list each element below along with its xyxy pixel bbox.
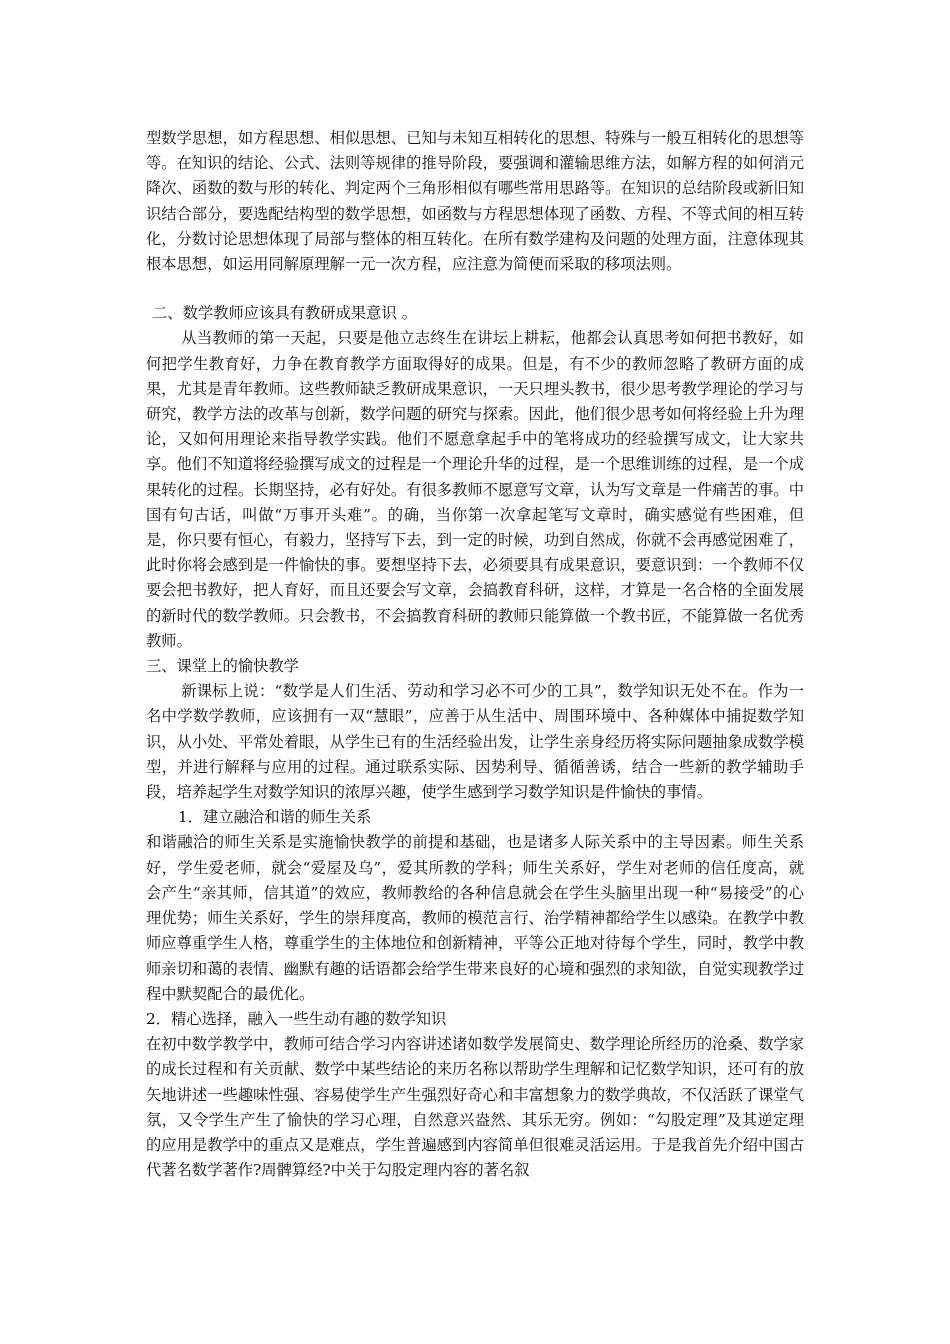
subsection-2-heading: 2．精心选择，融入一些生动有趣的数学知识 <box>146 1009 447 1028</box>
section-2-body: 从当教师的第一天起，只要是他立志终生在讲坛上耕耘，他都会认真思考如何把书教好，如何把学生教育好，力争在教育教学方面取得好的成果。但是，有不少的教师忽略了教研方面的成果，尤其是青年教师。这些教师缺乏教研成果意识，一天只埋头教书，很少思考教学理论的学习与研究，教学方法的改革与创新，数学问题的研究与探索。因此，他们很少思考如何将经验上升为理论，又如何用理论来指导教学实践。他们不愿意拿起手中的笔将成功的经验撰写成文，让大家共享。他们不知道将经验撰写成文的过程是一个理论升华的过程，是一个思维训练的过程，是一个成果转化的过程。长期坚持，必有好处。有很多教师不愿意写文章，认为写文章是一件痛苦的事。中国有句古话，叫做“万事开头难”。的确，当你第一次拿起笔写文章时，确实感觉有些困难，但是，你只要有恒心，有毅力，坚持写下去，到一定的时候，功到自然成，你就不会再感觉困难了，此时你将会感到是一件愉快的事。要想坚持下去，必须要具有成果意识，要意识到：一个教师不仅要会把书教好，把人育好，而且还要会写文章，会搞教育科研，这样，才算是一名合格的全面发展的新时代的数学教师。只会教书，不会搞教育科研的教师只能算做一个教书匠，不能算做一名优秀教师。 <box>146 329 804 650</box>
paragraph-intro: 型数学思想，如方程思想、相似思想、已知与未知互相转化的思想、特殊与一般互相转化的思想等等。在知识的结论、公式、法则等规律的推导阶段，要强调和灌输思维方法，如解方程的如何消元降次、函数的数与形的转化、判定两个三角形相似有哪些常用思路等。在知识的总结阶段或新旧知识结合部分，要选配结构型的数学思想，如函数与方程思想体现了函数、方程、不等式间的相互转化，分数讨论思想体现了局部与整体的相互转化。在所有数学建构及问题的处理方面，注意体现其根本思想，如运用同解原理解一元一次方程，应注意为简便而采取的移项法则。 <box>146 129 804 274</box>
subsection-1-body: 和谐融洽的师生关系是实施愉快教学的前提和基础，也是诸多人际关系中的主导因素。师生关系好，学生爱老师，就会“爱屋及乌”，爱其所教的学科；师生关系好，学生对老师的信任度高，就会产生“亲其师，信其道”的效应，教师教给的各种信息就会在学生头脑里出现一种“易接受”的心理优势；师生关系好，学生的崇拜度高，教师的模范言行、治学精神都给学生以感染。在教学中教师应尊重学生人格，尊重学生的主体地位和创新精神，平等公正地对待每个学生，同时，教学中教师亲切和蔼的表情、幽默有趣的话语都会给学生带来良好的心境和强烈的求知欲，自觉实现教学过程中默契配合的最优化。 <box>146 833 804 1003</box>
subsection-1-heading: 1．建立融洽和谐的师生关系 <box>178 808 372 827</box>
section-2-heading: 二、数学教师应该具有教研成果意识 。 <box>152 304 417 323</box>
subsection-2-body: 在初中数学教学中，教师可结合学习内容讲述诸如数学发展简史、数学理论所经历的沧桑、数学家的成长过程和有关贡献、数学中某些结论的来历名称以帮助学生理解和记忆数学知识，还可有的放矢地讲述一些趣味性强、容易使学生产生强烈好奇心和丰富想象力的数学典故，不仅活跃了课堂气氛，又令学生产生了愉快的学习心理，自然意兴盎然、其乐无穷。例如：“勾股定理”及其逆定理的应用是教学中的重点又是难点，学生普遍感到内容简单但很难灵活运用。于是我首先介绍中国古代著名数学著作?周髀算经?中关于勾股定理内容的著名叙 <box>146 1035 804 1180</box>
section-3-body: 新课标上说：“数学是人们生活、劳动和学习必不可少的工具”，数学知识无处不在。作为一名中学数学教师，应该拥有一双“慧眼”，应善于从生活中、周围环境中、各种媒体中捕捉数学知识，从小处、平常处着眼，从学生已有的生活经验出发，让学生亲身经历将实际问题抽象成数学模型，并进行解释与应用的过程。通过联系实际、因势利导、循循善诱，结合一些新的教学辅助手段，培养起学生对数学知识的浓厚兴趣，使学生感到学习数学知识是件愉快的事情。 <box>146 682 804 802</box>
document-page <box>146 126 804 1183</box>
section-3-heading: 三、课堂上的愉快教学 <box>146 657 299 676</box>
